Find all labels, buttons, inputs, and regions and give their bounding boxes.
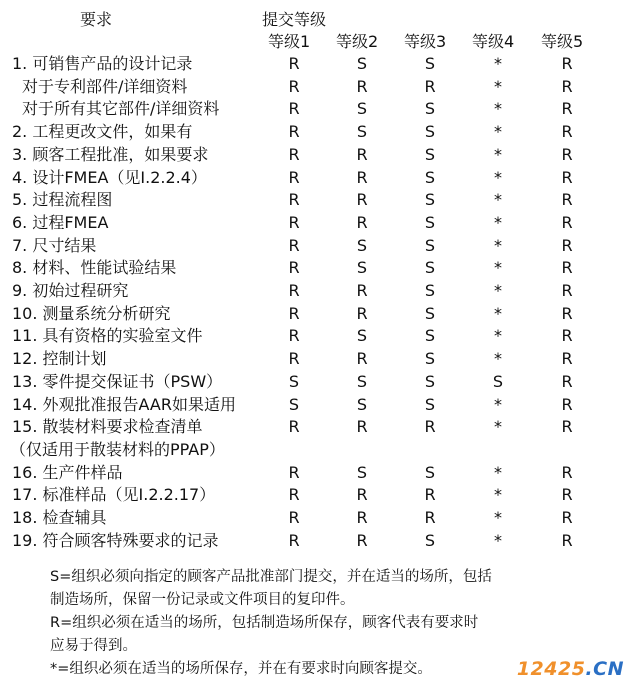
level-cell: S xyxy=(356,54,368,73)
level-cell: R xyxy=(561,417,573,437)
level-cell: R xyxy=(561,349,573,369)
level-cell: S xyxy=(288,371,300,391)
level-cell: S xyxy=(424,190,436,210)
level-cell: * xyxy=(494,190,502,210)
level-cell: R xyxy=(288,258,300,278)
requirement-label: 9. 初始过程研究 xyxy=(12,281,129,300)
level-cell: R xyxy=(424,485,436,505)
level-cell: R xyxy=(356,417,368,437)
level-cell: S xyxy=(424,303,436,323)
level-cell: S xyxy=(424,258,436,278)
level-cell: R xyxy=(561,371,573,391)
level-cell: * xyxy=(494,394,502,414)
level-cell: R xyxy=(561,122,573,142)
level-cell: S xyxy=(288,394,300,414)
level-cell: R xyxy=(561,394,573,414)
level-cell: R xyxy=(561,530,573,550)
requirement-label: 5. 过程流程图 xyxy=(12,190,113,210)
level-cell: * xyxy=(494,258,502,278)
watermark-logo xyxy=(517,658,624,680)
level-cell: R xyxy=(288,417,300,437)
level-cell: * xyxy=(494,235,502,255)
submission-level-header: 提交等级 xyxy=(262,10,327,29)
level-cell: S xyxy=(424,99,436,119)
level-cell: R xyxy=(288,326,300,346)
level-cell: R xyxy=(561,462,573,482)
level-cell: R xyxy=(561,258,573,278)
level-cell: * xyxy=(494,326,502,346)
level-cell: R xyxy=(356,212,368,232)
requirement-label: 16. 生产件样品 xyxy=(12,462,123,482)
level-cell: * xyxy=(494,485,502,505)
level-cell: S xyxy=(356,99,368,119)
level-cell: S xyxy=(424,144,436,164)
requirement-label: 15. 散装材料要求检查清单 xyxy=(12,417,203,437)
level-cell: S xyxy=(356,394,368,414)
level-cell: R xyxy=(561,76,573,96)
level-cell: R xyxy=(288,485,300,505)
level-cell: S xyxy=(356,258,368,278)
level-cell: S xyxy=(356,371,368,391)
level-cell: * xyxy=(494,144,502,164)
level-cell: R xyxy=(356,76,368,96)
level-cell: * xyxy=(494,462,502,482)
level-cell: R xyxy=(288,349,300,369)
level-cell: R xyxy=(561,167,573,187)
requirement-label: 1. 可销售产品的设计记录 xyxy=(12,54,193,73)
level-cell: S xyxy=(424,371,436,391)
level-cell: R xyxy=(356,349,368,369)
level-cell: R xyxy=(561,281,573,300)
level-cell: R xyxy=(356,281,368,300)
level-cell: R xyxy=(356,508,368,527)
level-cell: R xyxy=(356,190,368,210)
level-cell: * xyxy=(494,349,502,369)
level-cell: R xyxy=(288,530,300,550)
level-cell: * xyxy=(494,122,502,142)
level-cell: R xyxy=(288,508,300,527)
level-cell: * xyxy=(494,281,502,300)
level-cell: S xyxy=(356,326,368,346)
level-cell: R xyxy=(356,167,368,187)
level-cell: R xyxy=(561,190,573,210)
level-cell: R xyxy=(561,326,573,346)
requirement-label: 18. 检查辅具 xyxy=(12,508,107,527)
level-cell: R xyxy=(561,235,573,255)
level-cell: * xyxy=(494,76,502,96)
level-cell: R xyxy=(288,190,300,210)
level-cell: R xyxy=(561,144,573,164)
requirement-label: 6. 过程FMEA xyxy=(12,212,109,232)
requirement-label: 14. 外观批准报告AAR如果适用 xyxy=(12,394,236,414)
level-cell: * xyxy=(494,54,502,73)
level-cell: * xyxy=(494,212,502,232)
level-cell: R xyxy=(288,122,300,142)
legend-line: R=组织必须在适当的场所，包括制造场所保存，顾客代表有要求时 xyxy=(50,615,479,631)
level-cell: * xyxy=(494,167,502,187)
level-cell: * xyxy=(494,508,502,527)
level-cell: R xyxy=(288,54,300,73)
level-cell: R xyxy=(288,167,300,187)
level-cell: R xyxy=(288,281,300,300)
requirement-label: 19. 符合顾客特殊要求的记录 xyxy=(12,530,219,550)
requirement-label: 12. 控制计划 xyxy=(12,349,107,369)
level-cell: * xyxy=(494,99,502,119)
level-cell: * xyxy=(494,417,502,437)
level-cell: S xyxy=(492,371,504,391)
level-cell: S xyxy=(424,530,436,550)
level-cell: R xyxy=(561,54,573,73)
level-cell: R xyxy=(288,212,300,232)
level-cell: S xyxy=(356,122,368,142)
requirement-label: 10. 测量系统分析研究 xyxy=(12,303,171,323)
watermark-part1: 12425 xyxy=(516,658,586,680)
level-cell: S xyxy=(424,394,436,414)
requirement-header: 要求 xyxy=(80,10,113,29)
level-cell: R xyxy=(356,485,368,505)
level-header-1: 等级1 xyxy=(268,32,311,51)
requirement-label: 对于专利部件/详细资料 xyxy=(22,76,188,96)
requirement-label: 8. 材料、性能试验结果 xyxy=(12,258,177,278)
level-cell: S xyxy=(424,462,436,482)
level-cell: S xyxy=(424,235,436,255)
level-cell: R xyxy=(424,417,436,437)
legend-line: *=组织必须在适当的场所保存，并在有要求时向顾客提交。 xyxy=(50,661,432,677)
level-cell: S xyxy=(424,167,436,187)
level-cell: S xyxy=(424,326,436,346)
requirement-label: 13. 零件提交保证书（PSW） xyxy=(12,371,223,391)
level-cell: R xyxy=(561,485,573,505)
requirement-label: 17. 标准样品（见Ⅰ.2.2.17） xyxy=(12,485,216,505)
requirement-label: 3. 顾客工程批准，如果要求 xyxy=(12,144,209,164)
legend-line: S=组织必须向指定的顾客产品批准部门提交，并在适当的场所，包括 xyxy=(50,569,492,585)
level-cell: R xyxy=(356,144,368,164)
level-cell: R xyxy=(424,76,436,96)
level-cell: R xyxy=(288,76,300,96)
level-cell: R xyxy=(288,144,300,164)
level-cell: R xyxy=(561,99,573,119)
legend-line: 制造场所，保留一份记录或文件项目的复印件。 xyxy=(50,592,355,608)
level-cell: S xyxy=(424,54,436,73)
requirement-label: 11. 具有资格的实验室文件 xyxy=(12,326,203,346)
level-cell: R xyxy=(356,303,368,323)
requirement-label: 4. 设计FMEA（见Ⅰ.2.2.4） xyxy=(12,167,207,187)
level-header-2: 等级2 xyxy=(336,32,379,51)
requirement-label: 7. 尺寸结果 xyxy=(12,235,97,255)
level-cell: S xyxy=(356,462,368,482)
level-cell: S xyxy=(424,212,436,232)
watermark-part2: .CN xyxy=(585,658,624,680)
level-cell: * xyxy=(494,303,502,323)
level-cell: R xyxy=(288,99,300,119)
requirement-label: 2. 工程更改文件，如果有 xyxy=(12,122,193,142)
level-cell: R xyxy=(288,235,300,255)
level-cell: R xyxy=(356,530,368,550)
level-cell: S xyxy=(424,281,436,300)
level-cell: R xyxy=(561,303,573,323)
level-cell: R xyxy=(288,462,300,482)
requirement-label: （仅适用于散装材料的PPAP） xyxy=(10,439,225,459)
level-cell: S xyxy=(356,235,368,255)
level-cell: R xyxy=(288,303,300,323)
level-cell: * xyxy=(494,530,502,550)
legend-line: 应易于得到。 xyxy=(50,638,137,654)
requirement-label: 对于所有其它部件/详细资料 xyxy=(22,99,220,119)
level-header-4: 等级4 xyxy=(472,32,515,51)
level-cell: R xyxy=(561,212,573,232)
level-cell: R xyxy=(561,508,573,527)
level-cell: R xyxy=(424,508,436,527)
level-header-5: 等级5 xyxy=(541,32,584,51)
level-header-3: 等级3 xyxy=(404,32,447,51)
level-cell: S xyxy=(424,349,436,369)
level-cell: S xyxy=(424,122,436,142)
